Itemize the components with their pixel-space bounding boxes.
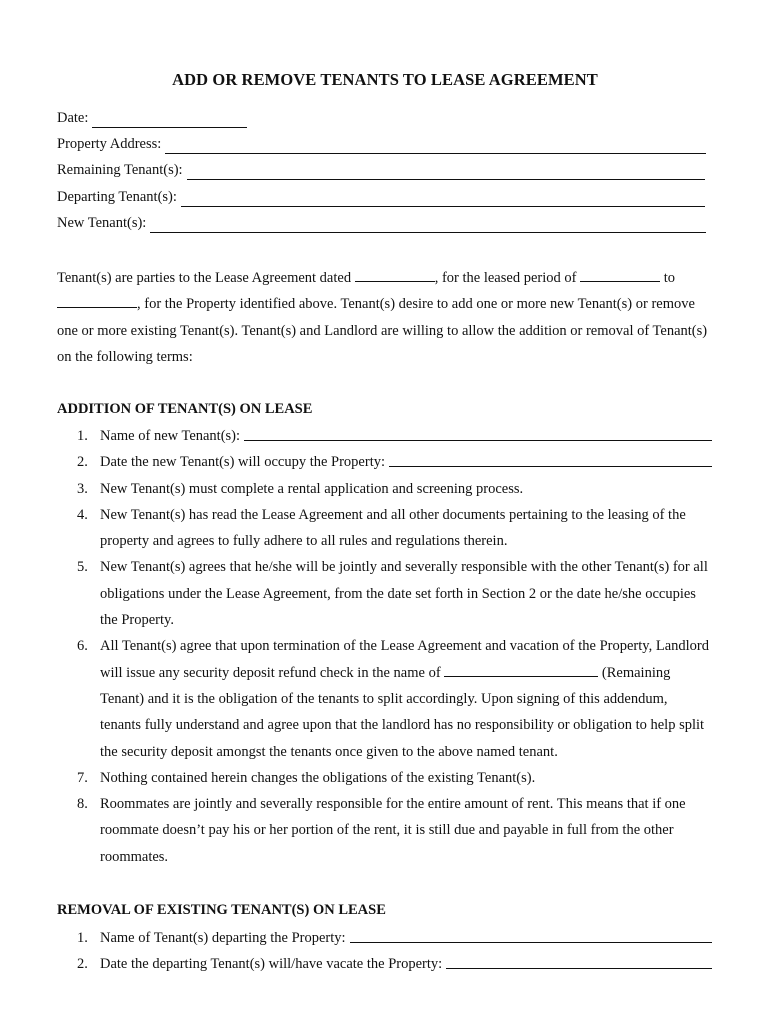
property-address-label: Property Address: xyxy=(57,136,162,152)
date-label: Date: xyxy=(57,110,89,126)
list-item xyxy=(57,449,712,475)
date-field xyxy=(57,108,247,128)
list-item xyxy=(57,925,712,951)
item-number: 1. xyxy=(77,428,88,444)
intro-text-4: , for the Property identified above. Tenant(s) desire to add one or more new Tenant(s) or remove one or more existing Tenant(s). Tenant(s) and Landlord are willing to allow the addition or removal of Tenant(s) on the following terms: xyxy=(57,296,708,365)
item-number: 7. xyxy=(77,769,88,786)
new-tenants-field xyxy=(57,213,706,233)
vacate-date-blank[interactable] xyxy=(446,951,712,969)
intro-text-1: Tenant(s) are parties to the Lease Agreement dated xyxy=(57,270,352,286)
remaining-tenants-blank[interactable] xyxy=(187,164,705,180)
intro-text-2: , for the leased period of xyxy=(434,270,577,286)
item-text: Date the departing Tenant(s) will/have vacate the Property: xyxy=(100,956,443,973)
addition-heading: ADDITION OF TENANT(S) ON LEASE xyxy=(57,401,313,417)
list-item xyxy=(57,633,712,764)
departing-tenants-field xyxy=(57,187,705,207)
item-text: Date the new Tenant(s) will occupy the Property: xyxy=(100,454,386,471)
list-item xyxy=(57,476,712,502)
item-number: 2. xyxy=(77,956,88,973)
intro-text-3: to xyxy=(663,270,675,286)
refund-name-blank[interactable] xyxy=(444,662,598,677)
list-item xyxy=(57,791,712,870)
list-item xyxy=(57,423,712,449)
removal-heading: REMOVAL OF EXISTING TENANT(S) ON LEASE xyxy=(57,902,386,918)
item-number: 2. xyxy=(77,454,88,471)
item-text: Roommates are jointly and severally responsible for the entire amount of rent. This means that if one roommate doesn’t pay his or her portion of the rent, it is still due and payable in full from the other roommates. xyxy=(100,796,686,865)
document-title: ADD OR REMOVE TENANTS TO LEASE AGREEMENT xyxy=(172,70,598,89)
property-address-field xyxy=(57,134,706,154)
list-item xyxy=(57,554,712,633)
item-number: 6. xyxy=(77,638,88,655)
remaining-tenants-field xyxy=(57,160,705,180)
departing-tenants-blank[interactable] xyxy=(181,191,705,207)
lease-period-end-blank[interactable] xyxy=(57,293,137,308)
item-text: New Tenant(s) must complete a rental application and screening process. xyxy=(100,480,524,497)
list-item xyxy=(57,502,712,555)
new-tenants-label: New Tenant(s): xyxy=(57,215,147,231)
item-text: New Tenant(s) has read the Lease Agreement and all other documents pertaining to the leasing of the property and agrees to fully adhere to all rules and regulations therein. xyxy=(100,506,686,550)
item-number: 5. xyxy=(77,559,88,576)
remaining-tenants-label: Remaining Tenant(s): xyxy=(57,162,183,178)
list-item xyxy=(57,765,712,791)
property-address-blank[interactable] xyxy=(165,138,706,154)
new-tenants-blank[interactable] xyxy=(150,217,706,233)
departing-tenant-name-blank[interactable] xyxy=(350,925,712,943)
lease-period-start-blank[interactable] xyxy=(580,267,660,282)
new-tenant-name-blank[interactable] xyxy=(244,423,712,441)
departing-tenants-label: Departing Tenant(s): xyxy=(57,189,177,205)
item-text: All Tenant(s) agree that upon termination of the Lease Agreement and vacation of the Property, Landlord will issue any security deposit refund check in the name of xyxy=(100,638,709,681)
addition-list xyxy=(57,423,712,870)
item-text: (Remaining Tenant) and it is the obligation of the tenants to split accordingly. Upon signing of this addendum, tenants fully understand and agree upon that the landlord has no responsibility or obligation to help split the security deposit amongst the tenants once given to the above named tenant. xyxy=(100,664,705,760)
lease-date-blank[interactable] xyxy=(355,267,435,282)
date-blank[interactable] xyxy=(92,112,247,128)
item-number: 8. xyxy=(77,796,88,813)
removal-list xyxy=(57,925,712,978)
item-text: New Tenant(s) agrees that he/she will be jointly and severally responsible with the other Tenant(s) for all obligations under the Lease Agreement, from the date set forth in Section 2 or the date he/she occupies the Property. xyxy=(100,559,708,629)
item-number: 4. xyxy=(77,506,88,523)
occupy-date-blank[interactable] xyxy=(389,449,712,467)
item-number: 1. xyxy=(77,930,88,946)
list-item xyxy=(57,951,712,977)
item-text: Name of new Tenant(s): xyxy=(100,428,241,444)
item-text: Name of Tenant(s) departing the Property: xyxy=(100,930,346,946)
item-number: 3. xyxy=(77,480,88,497)
item-text: Nothing contained herein changes the obligations of the existing Tenant(s). xyxy=(100,769,536,786)
intro-paragraph xyxy=(57,265,717,370)
